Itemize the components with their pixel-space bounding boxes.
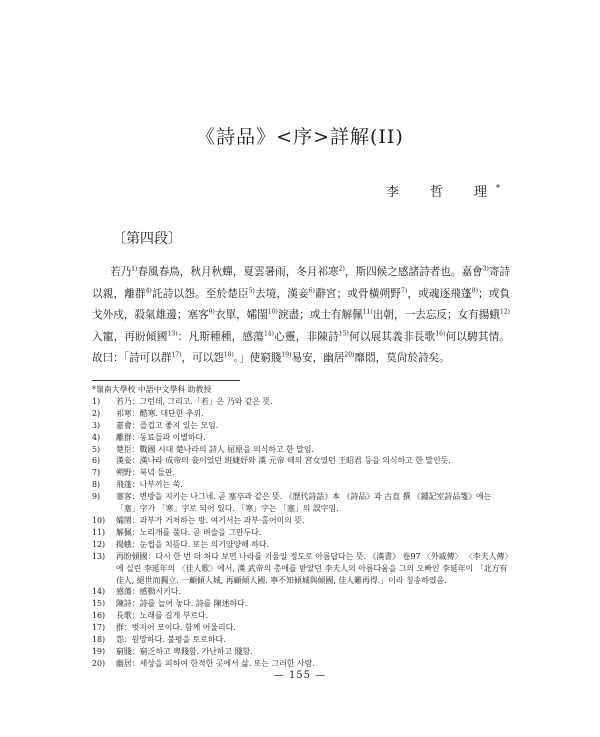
footnote-marker: 13) <box>167 329 178 337</box>
footnote-number: 3) <box>92 420 101 430</box>
author-affiliation: *嶺南大學校 中語中文學科 助教授 <box>92 385 212 394</box>
footnote-item <box>92 527 512 539</box>
footnote-marker: 20) <box>344 351 355 359</box>
footnote-item <box>92 658 512 670</box>
footnote-marker: 18) <box>223 351 234 359</box>
footnote-marker: 17) <box>171 351 182 359</box>
article-title: 《詩品》<序>詳解(II) <box>196 126 404 148</box>
section-heading: 〔第四段〕 <box>112 231 182 247</box>
footnote-marker: 4) <box>145 286 152 294</box>
footnote-marker: 2) <box>338 265 345 273</box>
body-text-segment: ，斯四候之感諸詩者也。嘉會 <box>344 266 483 278</box>
footnote-marker: 10) <box>267 308 278 316</box>
body-text-segment: 何以展其義非長歌 <box>348 330 436 343</box>
footnote-text: 幽居：세상을 피하여 한적한 곳에서 삶. 또는 그러한 사람. <box>116 658 315 668</box>
footnote-text: 解佩：노리개를 풀다. 곧 벼슬을 그만두다. <box>116 527 262 537</box>
body-text-segment: ，或魂逐飛蓬 <box>407 287 472 300</box>
footnote-number: 18) <box>92 635 106 645</box>
footnote-text: 楚臣：戰國 시대 楚나라의 詩人 屈原을 의식하고 한 말임. <box>116 444 315 454</box>
footnote-item <box>92 539 512 551</box>
footnote-number: 5) <box>92 444 101 454</box>
footnote-marker: 9) <box>208 308 215 316</box>
author-line <box>386 181 500 200</box>
body-text-segment: 出朝，一去忘反；女有揚蛾 <box>372 309 501 321</box>
footnote-item <box>92 432 512 444</box>
footnote-marker: 3) <box>482 265 489 273</box>
footnote-text: 漢妾：漢나라 成帝의 妾이었던 班婕妤와 漢 元帝 때의 宮女였던 王昭君 등을 의식하고 한 말인듯. <box>116 456 451 466</box>
footnote-item <box>92 622 512 634</box>
footnote-marker: 8) <box>471 286 478 294</box>
footnote-text: 再盼傾國：다시 한 번 더 쳐다 보면 나라를 기울일 정도로 아름답다는 뜻. 《漢書》 卷97 〈外戚傳〉 〈李夫人傳〉에 실린 李延年의 〈佳人歌〉에서, 漢 武帝의 총애를 받았던 李夫人의 아름다움을 그의 오빠인 李延年이 「北方有佳人, 絕世而獨立. 一顧傾人城, 再顧傾人國. 寧不知傾城與傾國, 佳人難再得.」이라 칭송하였음. <box>116 551 509 585</box>
footnote-text: 若乃：그런데, 그리고.「若」은 乃와 같은 뜻. <box>116 396 273 406</box>
footnote-item <box>92 455 512 467</box>
body-text-segment: 辭宮；或骨橫朔野 <box>314 287 402 300</box>
footnote-item <box>92 646 512 658</box>
footnote-text: 揚蛾：눈썹을 치뜸다. 또는 의기양양해 하다. <box>116 539 270 549</box>
footnote-item <box>92 634 512 646</box>
footnote-item <box>92 408 512 420</box>
footnote-item <box>92 479 512 491</box>
body-text-segment: 若乃 <box>110 266 132 278</box>
body-text-segment: 衣單，孀閨 <box>214 309 268 321</box>
footnote-number: 11) <box>92 527 106 537</box>
body-text-segment: 入寵，再盼傾國 <box>92 330 168 343</box>
footnote-number: 1) <box>92 396 101 406</box>
footnote-marker: 5) <box>248 286 255 294</box>
footnote-number: 16) <box>92 611 106 621</box>
body-text-segment: 春風春鳥，秋月秋蟬，夏雲暑雨，冬月祁寒 <box>137 266 339 278</box>
footnote-number: 8) <box>92 480 101 490</box>
footnote-number: 14) <box>92 587 106 597</box>
footnote-marker: 16) <box>435 329 446 337</box>
footnote-text: 離群：동료들과 이별하다. <box>116 432 206 442</box>
body-paragraph <box>92 262 510 370</box>
footnote-text: 祁寒：酷寒. 대단한 추위. <box>116 408 204 418</box>
footnote-divider <box>92 380 240 381</box>
footnote-item <box>92 515 512 527</box>
body-text-segment: ；或負戈外戍，殺氣雄邊；塞客 <box>92 287 511 321</box>
footnote-number: 2) <box>92 408 101 418</box>
footnote-item <box>92 396 512 408</box>
footnote-marker: 12) <box>500 308 511 316</box>
footnote-number: 17) <box>92 623 106 633</box>
footnote-marker: 7) <box>401 286 408 294</box>
footnote-item <box>92 551 512 587</box>
footnote-item <box>92 586 512 598</box>
footnote-marker: 15) <box>338 329 349 337</box>
author-mark: * <box>496 183 500 193</box>
footnote-item <box>92 491 512 515</box>
footnote-text: 孀閨：과부가 거처하는 방. 여기서는 과부·홀어미의 뜻. <box>116 515 305 525</box>
body-text-segment: 心靈，非陳詩 <box>273 330 339 343</box>
footnote-item <box>92 420 512 432</box>
footnote-text: 怨：원망하다. 불평을 토로하다. <box>116 635 226 645</box>
body-text-segment: 靡悶，莫尙於詩矣。 <box>354 352 450 364</box>
body-text-segment: 淚盡；或士有解佩 <box>277 309 363 321</box>
footnote-number: 10) <box>92 515 106 525</box>
footnote-item <box>92 610 512 622</box>
body-text-segment: 託詩以怨。至於楚臣 <box>151 287 249 300</box>
body-text-segment: ：凡斯種種，感蕩 <box>177 330 264 343</box>
footnote-number: 20) <box>92 658 106 668</box>
footnote-number: 12) <box>92 539 106 549</box>
footnote-item <box>92 598 512 610</box>
footnote-text: 嘉會：즐겁고 좋지 있는 모임. <box>116 420 219 430</box>
footnote-text: 朔野：북녘 들판. <box>116 468 176 478</box>
page-number: — 155 — <box>273 670 327 681</box>
footnote-number: 19) <box>92 646 106 656</box>
footnote-text: 長歌：노래를 길게 부르다. <box>116 611 209 621</box>
author-name: 李 哲 理 <box>385 185 496 200</box>
footnote-number: 9) <box>92 492 101 502</box>
footnote-number: 4) <box>92 432 101 442</box>
footnote-text: 陳詩：詩를 늘어 놓다. 詩를 陳述하다. <box>116 599 248 609</box>
footnote-text: 感蕩：感動시키다. <box>116 587 181 597</box>
body-text-segment: 去境，漢妾 <box>254 287 309 300</box>
footnote-item <box>92 444 512 456</box>
footnote-number: 13) <box>92 551 106 561</box>
body-text-segment: ，可以怨 <box>181 352 224 364</box>
footnote-marker: 11) <box>362 308 373 316</box>
footnote-marker: 6) <box>308 286 315 294</box>
footnote-marker: 1) <box>131 265 138 273</box>
footnote-number: 7) <box>92 468 101 478</box>
footnote-text: 塞客：변방을 지키는 나그네. 곧 塞卒과 같은 뜻. 《歷代詩話》本 《詩品》과 古直 撰 《鍾記室詩品箋》에는 「塞」字가 「寒」字로 되어 있다. 「寒」字는 「塞」의 誤字임. <box>116 492 492 514</box>
footnote-text: 群：벗지어 모이다. 함께 어울리다. <box>116 623 236 633</box>
footnote-text: 飛蓬：나부끼는 쑥. <box>116 480 183 490</box>
body-text-segment: 易安，幽居 <box>291 352 345 364</box>
footnote-text: 窮賤：窮乏하고 卑賤함. 가난하고 賤함. <box>116 646 253 656</box>
footnote-item <box>92 467 512 479</box>
body-text-segment: 寄詩以親，離群 <box>92 266 511 300</box>
footnote-number: 6) <box>92 456 101 466</box>
body-text-segment: 何以騁其情。故曰：「詩可以群 <box>92 330 511 364</box>
body-text-segment: 。」使窮賤 <box>233 352 282 364</box>
footnote-marker: 14) <box>263 329 274 337</box>
footnote-marker: 19) <box>281 351 292 359</box>
footnote-number: 15) <box>92 599 106 609</box>
footnotes <box>92 384 512 670</box>
